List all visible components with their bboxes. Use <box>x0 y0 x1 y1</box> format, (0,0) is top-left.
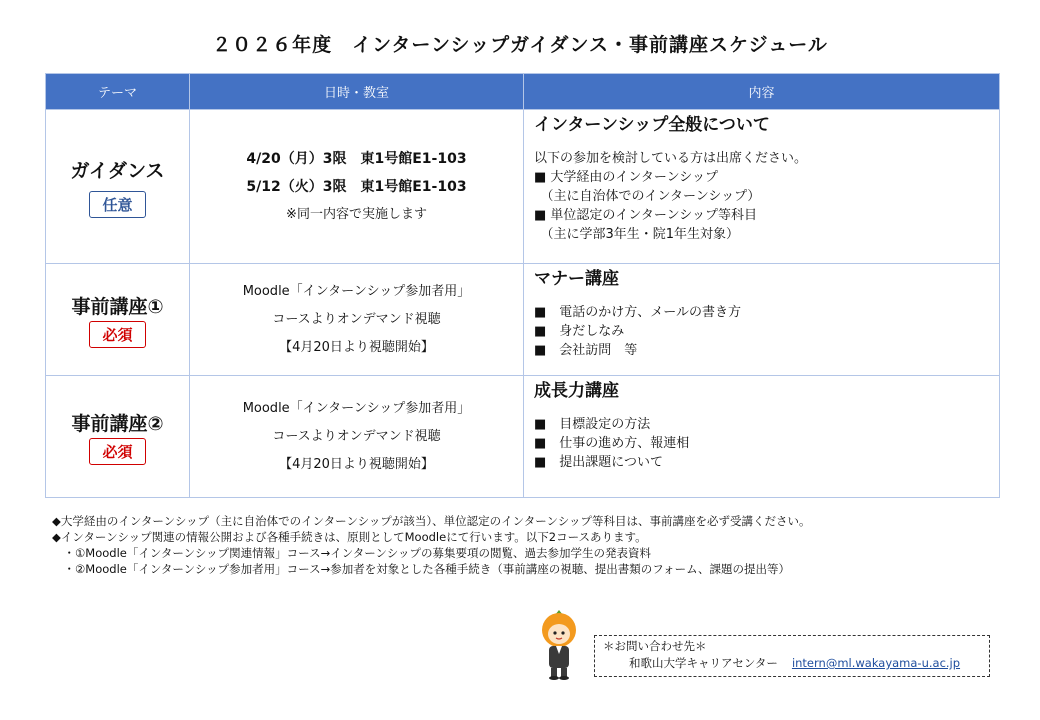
table-row-guidance <box>46 110 1000 264</box>
contact-label: ＊お問い合わせ先＊ <box>603 639 707 653</box>
content-line: （主に学部3年生・院1年生対象） <box>534 227 740 242</box>
required-badge: 必須 <box>89 321 145 348</box>
content-line: ■ 提出課題について <box>534 455 664 470</box>
datetime-cell <box>190 376 524 498</box>
session-note: ※同一内容で実施します <box>286 206 427 222</box>
content-cell <box>524 376 1000 498</box>
theme-cell <box>46 110 190 264</box>
session-time-2: 5/12（火）3限 東1号館E1-103 <box>246 178 467 195</box>
start-date-line: 【4月20日より視聴開始】 <box>279 456 434 472</box>
theme-name: 事前講座① <box>71 295 164 318</box>
column-header-datetime: 日時・教室 <box>190 74 524 110</box>
optional-badge: 任意 <box>89 191 145 218</box>
moodle-course-line: Moodle「インターンシップ参加者用」 <box>242 283 471 299</box>
moodle-course-line: Moodle「インターンシップ参加者用」 <box>242 400 471 416</box>
theme-cell <box>46 264 190 376</box>
content-line: ■ 単位認定のインターンシップ等科目 <box>534 208 758 223</box>
content-line: ■ 目標設定の方法 <box>534 417 651 432</box>
content-line: （主に自治体でのインターンシップ） <box>534 189 761 204</box>
on-demand-line: コースよりオンデマンド視聴 <box>272 428 441 444</box>
table-row-prelecture-2 <box>46 376 1000 498</box>
content-line: ■ 会社訪問 等 <box>534 343 638 358</box>
content-line: ■ 電話のかけ方、メールの書き方 <box>534 305 742 320</box>
theme-name: ガイダンス <box>70 159 165 182</box>
note-line: ・②Moodle「インターンシップ参加者用」コース→参加者を対象とした各種手続き（事前講座の視聴、提出書類のフォーム、課題の提出等） <box>52 562 790 576</box>
note-line: ◆大学経由のインターンシップ（主に自治体でのインターンシップが該当）、単位認定のインターンシップ等科目は、事前講座を必ず受講ください。 <box>52 514 811 528</box>
page-title: ２０２６年度 インターンシップガイダンス・事前講座スケジュール <box>212 34 828 56</box>
on-demand-line: コースよりオンデマンド視聴 <box>272 311 441 327</box>
content-line: ■ 仕事の進め方、報連相 <box>534 436 690 451</box>
required-badge: 必須 <box>89 438 145 465</box>
column-header-content: 内容 <box>524 74 1000 110</box>
contact-box <box>594 635 990 677</box>
note-line: ・①Moodle「インターンシップ関連情報」コース→インターンシップの募集要項の閲覧、過去参加学生の発表資料 <box>52 546 652 560</box>
theme-name: 事前講座② <box>71 412 164 435</box>
content-cell <box>524 264 1000 376</box>
content-heading: 成長力講座 <box>534 381 619 401</box>
start-date-line: 【4月20日より視聴開始】 <box>279 339 434 355</box>
table-row-prelecture-1 <box>46 264 1000 376</box>
schedule-table <box>45 73 1000 498</box>
theme-cell <box>46 376 190 498</box>
datetime-cell <box>190 110 524 264</box>
contact-address <box>603 655 989 672</box>
content-cell <box>524 110 1000 264</box>
contact-email-link[interactable]: intern@ml.wakayama-u.ac.jp <box>791 656 961 670</box>
note-line: ◆インターンシップ関連の情報公開および各種手続きは、原則としてMoodleにて行います。以下2コースあります。 <box>52 530 647 544</box>
session-time-1: 4/20（月）3限 東1号館E1-103 <box>246 150 467 167</box>
content-heading: インターンシップ全般について <box>534 115 770 135</box>
contact-office: 和歌山大学キャリアセンター <box>629 656 778 670</box>
table-header-row <box>46 74 1000 110</box>
column-header-theme: テーマ <box>46 74 190 110</box>
notes-section <box>52 513 810 577</box>
content-line: 以下の参加を検討している方は出席ください。 <box>534 151 808 166</box>
content-line: ■ 大学経由のインターンシップ <box>534 170 719 185</box>
content-line: ■ 身だしなみ <box>534 324 625 339</box>
mascot-character-icon <box>536 608 582 680</box>
content-heading: マナー講座 <box>534 269 619 289</box>
datetime-cell <box>190 264 524 376</box>
